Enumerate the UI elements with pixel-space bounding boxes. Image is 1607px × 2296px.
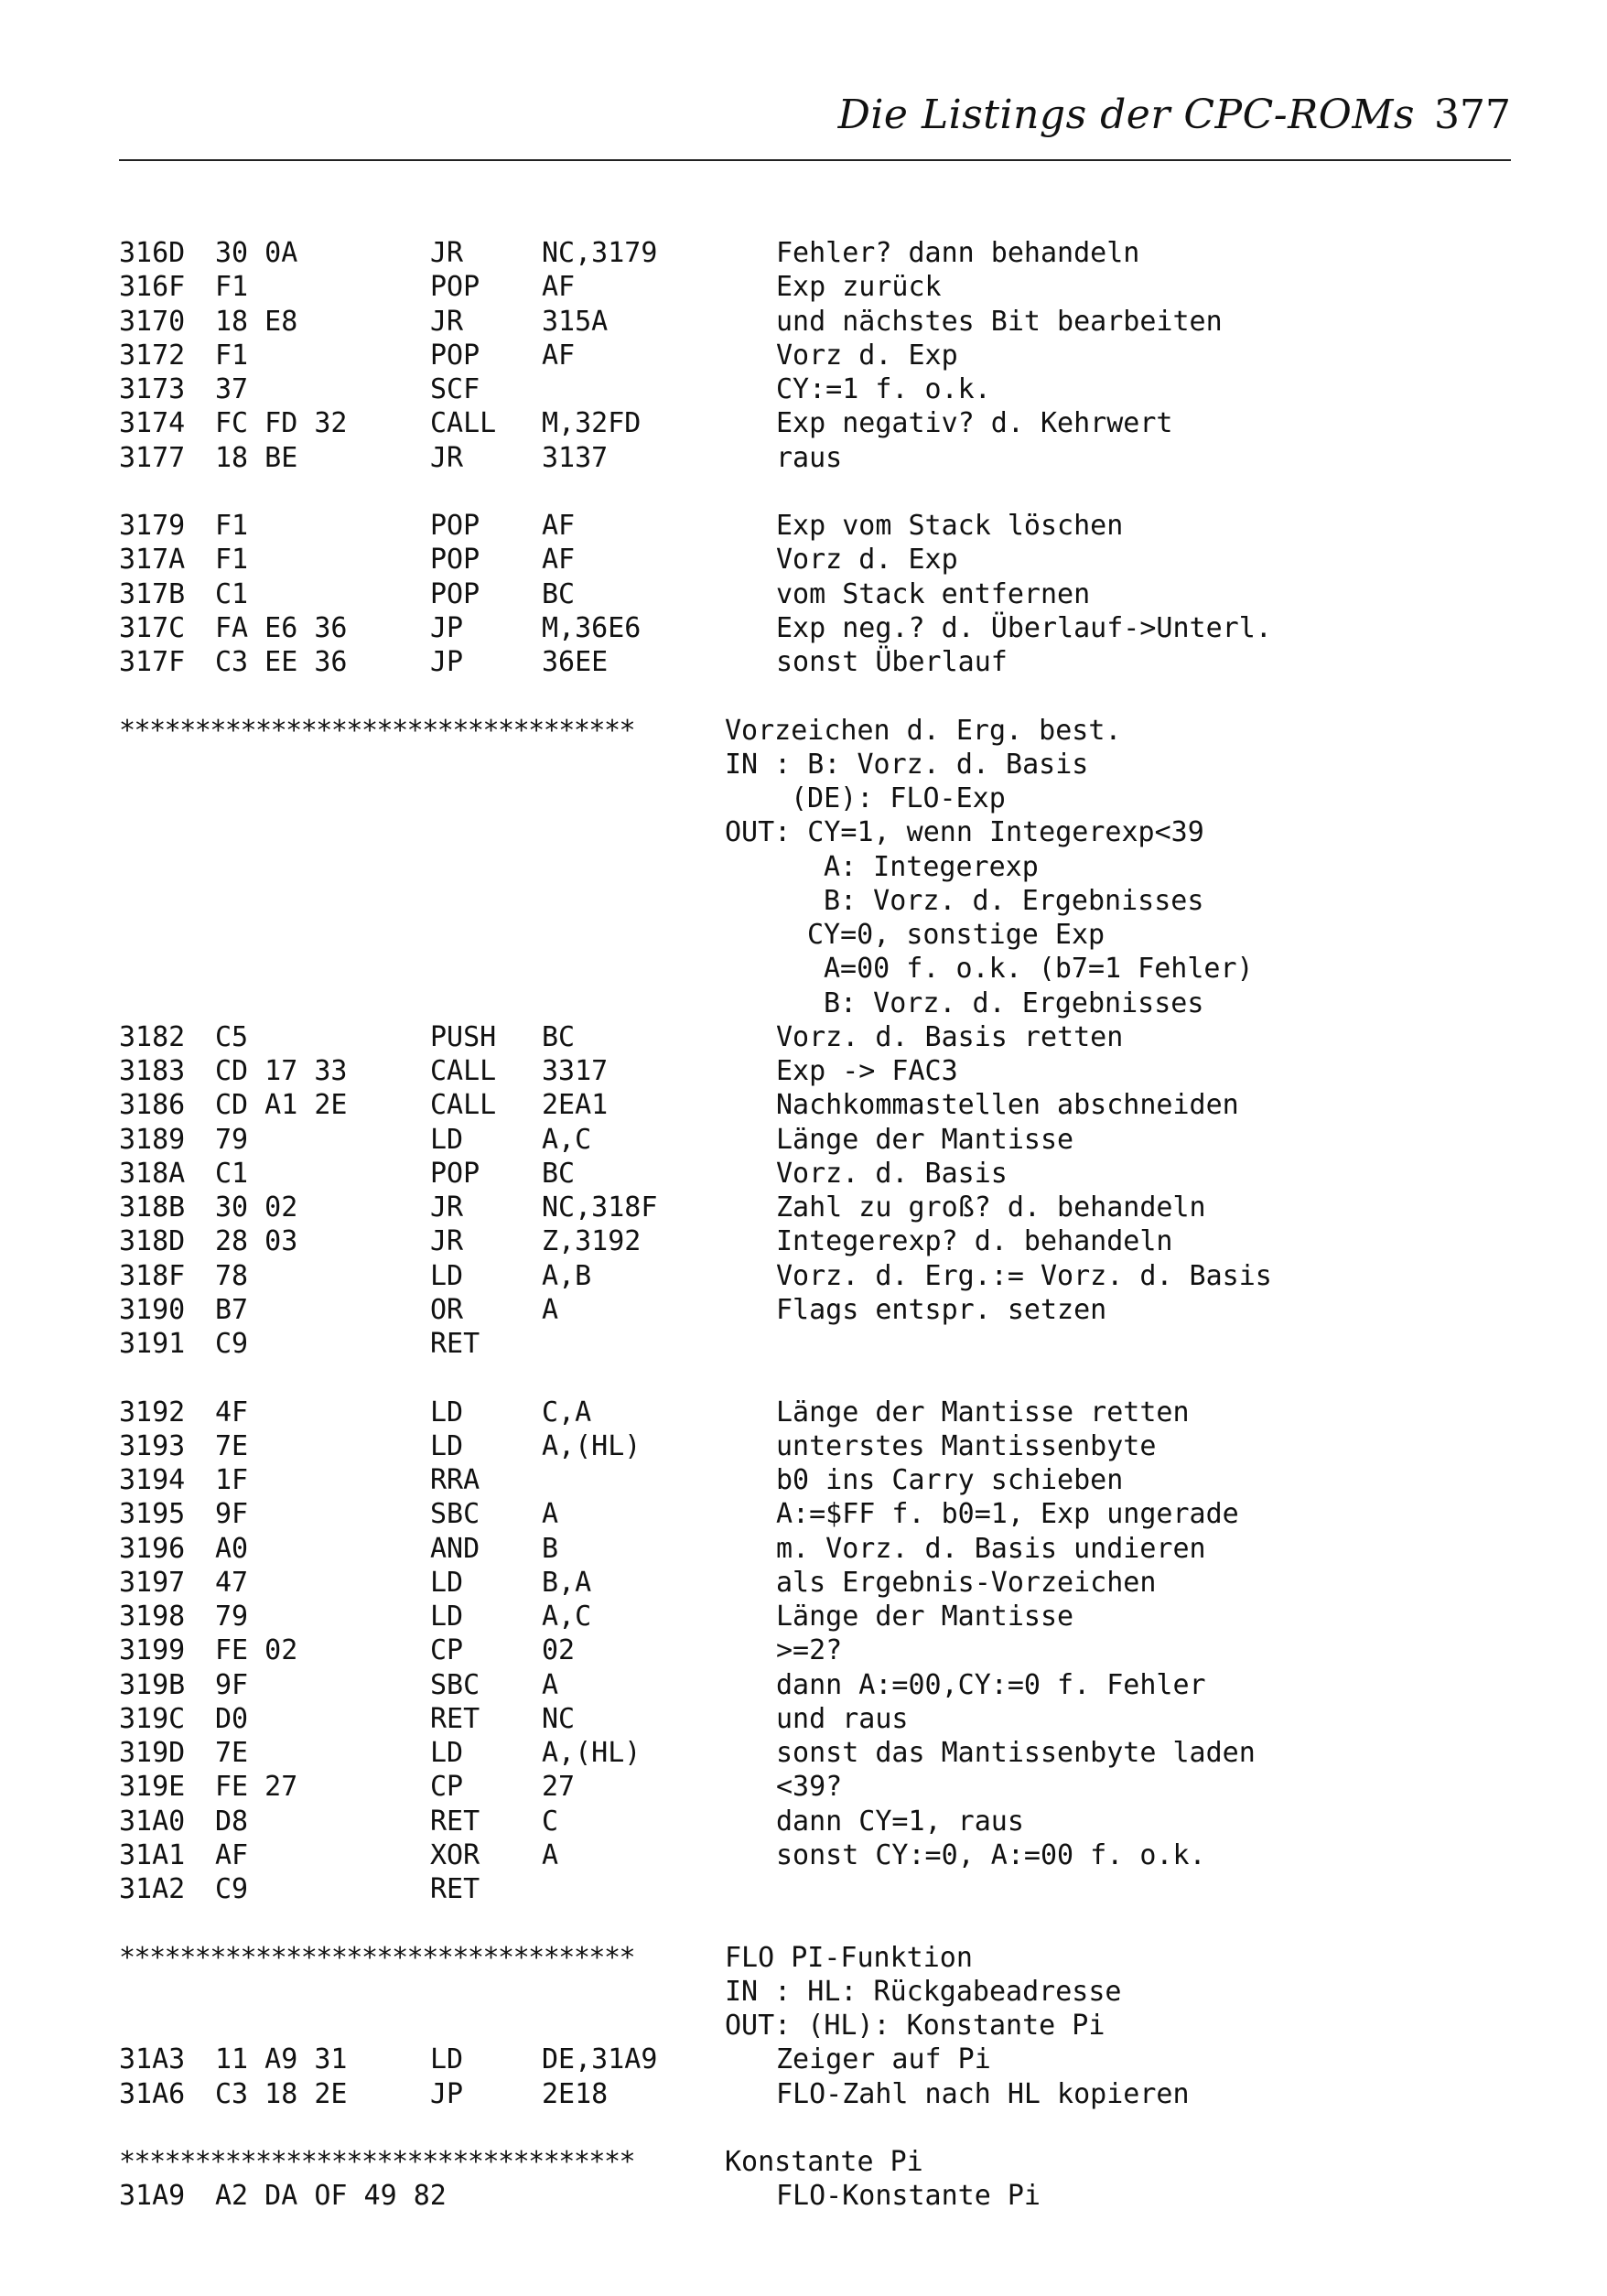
address: 31A0 xyxy=(119,1805,186,1838)
address: 3194 xyxy=(119,1464,186,1496)
comment: Fehler? dann behandeln xyxy=(776,237,1140,269)
operand: C xyxy=(542,1805,559,1838)
operand: A xyxy=(542,1293,559,1326)
address: 31A9 xyxy=(119,2180,186,2213)
operand: A xyxy=(542,1668,559,1701)
comment: Exp neg.? d. Überlauf->Unterl. xyxy=(776,611,1272,644)
opcode-bytes: 79 xyxy=(215,1123,249,1156)
code-line xyxy=(119,1429,1511,1463)
comment: Zahl zu groß? d. behandeln xyxy=(776,1191,1206,1223)
opcode-bytes: C1 xyxy=(215,577,249,610)
code-line xyxy=(119,406,1511,440)
code-line xyxy=(119,1463,1511,1497)
opcode-bytes: 78 xyxy=(215,1259,249,1292)
mnemonic: AND xyxy=(430,1532,480,1565)
mnemonic: PUSH xyxy=(430,1020,497,1053)
code-line xyxy=(119,339,1511,372)
address: 318F xyxy=(119,1259,186,1292)
section-note xyxy=(119,986,1511,1020)
opcode-bytes: FA E6 36 xyxy=(215,611,348,644)
address: 3195 xyxy=(119,1498,186,1531)
opcode-bytes: F1 xyxy=(215,339,249,372)
operand: AF xyxy=(542,271,576,304)
opcode-bytes: D0 xyxy=(215,1702,249,1735)
comment: dann CY=1, raus xyxy=(776,1805,1024,1838)
address: 3170 xyxy=(119,305,186,338)
code-line xyxy=(119,1838,1511,1872)
operand: AF xyxy=(542,510,576,542)
operand: C,A xyxy=(542,1396,592,1428)
operand: A,C xyxy=(542,1601,592,1633)
note-text: CY=0, sonstige Exp xyxy=(807,919,1105,951)
assembly-listing xyxy=(119,236,1511,2214)
code-line xyxy=(119,1497,1511,1531)
operand: 02 xyxy=(542,1634,576,1667)
opcode-bytes: 47 xyxy=(215,1566,249,1599)
note-text: OUT: CY=1, wenn Integerexp<39 xyxy=(725,816,1204,849)
operand: A,(HL) xyxy=(542,1737,642,1769)
operand: DE,31A9 xyxy=(542,2043,658,2076)
code-line xyxy=(119,1088,1511,1122)
code-line xyxy=(119,1872,1511,1906)
opcode-bytes: F1 xyxy=(215,510,249,542)
blank-line xyxy=(119,2111,1511,2145)
address: 31A6 xyxy=(119,2077,186,2110)
comment: b0 ins Carry schieben xyxy=(776,1464,1124,1496)
section-heading: Vorzeichen d. Erg. best. xyxy=(725,714,1122,747)
opcode-bytes: 9F xyxy=(215,1498,249,1531)
opcode-bytes: C1 xyxy=(215,1157,249,1190)
code-line xyxy=(119,1532,1511,1566)
mnemonic: CALL xyxy=(430,1089,497,1122)
section-note xyxy=(119,782,1511,815)
address: 3179 xyxy=(119,510,186,542)
mnemonic: JP xyxy=(430,611,464,644)
operand: A,B xyxy=(542,1259,592,1292)
comment: unterstes Mantissenbyte xyxy=(776,1429,1157,1462)
comment: Integerexp? d. behandeln xyxy=(776,1225,1173,1258)
opcode-bytes: 11 A9 31 xyxy=(215,2043,348,2076)
opcode-bytes: 18 E8 xyxy=(215,305,298,338)
opcode-bytes: 37 xyxy=(215,373,249,405)
address: 3174 xyxy=(119,407,186,440)
mnemonic: LD xyxy=(430,1123,464,1156)
mnemonic: CP xyxy=(430,1634,464,1667)
opcode-bytes: 7E xyxy=(215,1429,249,1462)
note-text: IN : B: Vorz. d. Basis xyxy=(725,748,1089,781)
star-separator: ********************************** xyxy=(119,1941,635,1974)
mnemonic: JP xyxy=(430,646,464,678)
operand: 36EE xyxy=(542,646,609,678)
address: 3199 xyxy=(119,1634,186,1667)
comment: als Ergebnis-Vorzeichen xyxy=(776,1566,1157,1599)
opcode-bytes: 9F xyxy=(215,1668,249,1701)
address: 3193 xyxy=(119,1429,186,1462)
section-note xyxy=(119,952,1511,986)
operand: A xyxy=(542,1498,559,1531)
mnemonic: OR xyxy=(430,1293,464,1326)
mnemonic: LD xyxy=(430,1259,464,1292)
opcode-bytes: A0 xyxy=(215,1532,249,1565)
code-line xyxy=(119,441,1511,475)
address: 317A xyxy=(119,544,186,577)
opcode-bytes: C9 xyxy=(215,1328,249,1360)
code-line xyxy=(119,1327,1511,1361)
opcode-bytes: 30 02 xyxy=(215,1191,298,1223)
header-rule xyxy=(119,159,1511,161)
operand: B,A xyxy=(542,1566,592,1599)
mnemonic: RET xyxy=(430,1702,480,1735)
operand: A xyxy=(542,1838,559,1871)
operand: BC xyxy=(542,1020,576,1053)
code-line xyxy=(119,577,1511,611)
opcode-bytes: F1 xyxy=(215,271,249,304)
operand: M,36E6 xyxy=(542,611,642,644)
address: 3190 xyxy=(119,1293,186,1326)
address: 3172 xyxy=(119,339,186,372)
opcode-bytes: CD 17 33 xyxy=(215,1055,348,1087)
mnemonic: LD xyxy=(430,1737,464,1769)
comment: Exp negativ? d. Kehrwert xyxy=(776,407,1173,440)
code-line xyxy=(119,1770,1511,1804)
opcode-bytes: 18 BE xyxy=(215,441,298,474)
operand: 3317 xyxy=(542,1055,609,1087)
operand: A,(HL) xyxy=(542,1429,642,1462)
opcode-bytes: A2 DA OF 49 82 xyxy=(215,2180,447,2213)
operand: M,32FD xyxy=(542,407,642,440)
address: 3173 xyxy=(119,373,186,405)
comment: FLO-Zahl nach HL kopieren xyxy=(776,2077,1190,2110)
note-text: (DE): FLO-Exp xyxy=(791,782,1006,814)
section-note xyxy=(119,918,1511,952)
operand: A,C xyxy=(542,1123,592,1156)
opcode-bytes: FE 02 xyxy=(215,1634,298,1667)
address: 3189 xyxy=(119,1123,186,1156)
code-line xyxy=(119,509,1511,543)
comment: und nächstes Bit bearbeiten xyxy=(776,305,1223,338)
opcode-bytes: 79 xyxy=(215,1601,249,1633)
code-line xyxy=(119,270,1511,304)
address: 3192 xyxy=(119,1396,186,1428)
address: 316D xyxy=(119,237,186,269)
code-line xyxy=(119,1600,1511,1633)
section-note xyxy=(119,815,1511,849)
mnemonic: POP xyxy=(430,577,480,610)
comment: Flags entspr. setzen xyxy=(776,1293,1107,1326)
mnemonic: RET xyxy=(430,1873,480,1905)
code-line xyxy=(119,1396,1511,1429)
address: 3196 xyxy=(119,1532,186,1565)
mnemonic: JR xyxy=(430,237,464,269)
address: 31A1 xyxy=(119,1838,186,1871)
note-text: B: Vorz. d. Ergebnisses xyxy=(824,884,1204,917)
address: 317C xyxy=(119,611,186,644)
comment: vom Stack entfernen xyxy=(776,577,1091,610)
address: 319C xyxy=(119,1702,186,1735)
code-line xyxy=(119,1123,1511,1157)
operand: 27 xyxy=(542,1771,576,1804)
opcode-bytes: C9 xyxy=(215,1873,249,1905)
opcode-bytes: 28 03 xyxy=(215,1225,298,1258)
address: 3177 xyxy=(119,441,186,474)
comment: m. Vorz. d. Basis undieren xyxy=(776,1532,1206,1565)
mnemonic: XOR xyxy=(430,1838,480,1871)
mnemonic: JR xyxy=(430,1225,464,1258)
address: 31A2 xyxy=(119,1873,186,1905)
mnemonic: POP xyxy=(430,544,480,577)
opcode-bytes: D8 xyxy=(215,1805,249,1838)
section-note xyxy=(119,1975,1511,2009)
mnemonic: LD xyxy=(430,1429,464,1462)
note-text: B: Vorz. d. Ergebnisses xyxy=(824,986,1204,1019)
blank-line xyxy=(119,1361,1511,1395)
mnemonic: RET xyxy=(430,1328,480,1360)
star-separator: ********************************** xyxy=(119,714,635,747)
mnemonic: RRA xyxy=(430,1464,480,1496)
comment: Vorz. d. Basis xyxy=(776,1157,1008,1190)
mnemonic: LD xyxy=(430,2043,464,2076)
mnemonic: SCF xyxy=(430,373,480,405)
mnemonic: LD xyxy=(430,1566,464,1599)
code-line xyxy=(119,372,1511,406)
operand: Z,3192 xyxy=(542,1225,642,1258)
code-line xyxy=(119,2043,1511,2076)
header-title: Die Listings der CPC-ROMs xyxy=(837,92,1415,138)
comment: Zeiger auf Pi xyxy=(776,2043,991,2076)
code-line xyxy=(119,2077,1511,2111)
operand: NC xyxy=(542,1702,576,1735)
operand: BC xyxy=(542,577,576,610)
opcode-bytes: F1 xyxy=(215,544,249,577)
note-text: A: Integerexp xyxy=(824,850,1039,883)
mnemonic: CALL xyxy=(430,1055,497,1087)
section-note xyxy=(119,2009,1511,2043)
comment: Vorz d. Exp xyxy=(776,339,958,372)
opcode-bytes: AF xyxy=(215,1838,249,1871)
comment: Länge der Mantisse retten xyxy=(776,1396,1190,1428)
code-line xyxy=(119,645,1511,679)
opcode-bytes: 1F xyxy=(215,1464,249,1496)
code-line xyxy=(119,305,1511,339)
mnemonic: RET xyxy=(430,1805,480,1838)
opcode-bytes: FE 27 xyxy=(215,1771,298,1804)
opcode-bytes: 7E xyxy=(215,1737,249,1769)
blank-line xyxy=(119,1906,1511,1940)
code-line xyxy=(119,1259,1511,1293)
comment: sonst Überlauf xyxy=(776,646,1008,678)
mnemonic: JR xyxy=(430,441,464,474)
comment: dann A:=00,CY:=0 f. Fehler xyxy=(776,1668,1206,1701)
address: 3183 xyxy=(119,1055,186,1087)
address: 3197 xyxy=(119,1566,186,1599)
address: 319D xyxy=(119,1737,186,1769)
code-line xyxy=(119,1157,1511,1191)
address: 3191 xyxy=(119,1328,186,1360)
address: 318B xyxy=(119,1191,186,1223)
comment: und raus xyxy=(776,1702,909,1735)
code-line xyxy=(119,543,1511,577)
comment: <39? xyxy=(776,1771,843,1804)
opcode-bytes: B7 xyxy=(215,1293,249,1326)
code-line xyxy=(119,1293,1511,1327)
address: 318A xyxy=(119,1157,186,1190)
opcode-bytes: 4F xyxy=(215,1396,249,1428)
blank-line xyxy=(119,679,1511,713)
star-separator: ********************************** xyxy=(119,2146,635,2178)
comment: raus xyxy=(776,441,843,474)
mnemonic: POP xyxy=(430,339,480,372)
note-text: OUT: (HL): Konstante Pi xyxy=(725,2010,1105,2042)
section-separator xyxy=(119,714,1511,748)
operand: NC,3179 xyxy=(542,237,658,269)
section-heading: FLO PI-Funktion xyxy=(725,1941,973,1974)
code-line xyxy=(119,1668,1511,1702)
code-line xyxy=(119,1191,1511,1224)
opcode-bytes: FC FD 32 xyxy=(215,407,348,440)
section-separator xyxy=(119,1941,1511,1975)
note-text: A=00 f. o.k. (b7=1 Fehler) xyxy=(824,953,1254,986)
address: 3186 xyxy=(119,1089,186,1122)
blank-line xyxy=(119,475,1511,509)
code-line xyxy=(119,2179,1511,2213)
comment: Länge der Mantisse xyxy=(776,1601,1074,1633)
code-line xyxy=(119,236,1511,270)
comment: Vorz. d. Basis retten xyxy=(776,1020,1124,1053)
mnemonic: POP xyxy=(430,271,480,304)
mnemonic: POP xyxy=(430,510,480,542)
mnemonic: CP xyxy=(430,1771,464,1804)
address: 319E xyxy=(119,1771,186,1804)
code-line xyxy=(119,1805,1511,1838)
section-heading: Konstante Pi xyxy=(725,2146,923,2178)
operand: AF xyxy=(542,544,576,577)
comment: FLO-Konstante Pi xyxy=(776,2180,1041,2213)
operand: BC xyxy=(542,1157,576,1190)
comment: Exp zurück xyxy=(776,271,942,304)
address: 318D xyxy=(119,1225,186,1258)
operand: NC,318F xyxy=(542,1191,658,1223)
section-note xyxy=(119,748,1511,782)
code-line xyxy=(119,1633,1511,1667)
operand: 3137 xyxy=(542,441,609,474)
opcode-bytes: C3 EE 36 xyxy=(215,646,348,678)
code-line xyxy=(119,1702,1511,1736)
comment: sonst das Mantissenbyte laden xyxy=(776,1737,1256,1769)
opcode-bytes: CD A1 2E xyxy=(215,1089,348,1122)
mnemonic: JP xyxy=(430,2077,464,2110)
running-header xyxy=(119,92,1511,146)
comment: Vorz d. Exp xyxy=(776,544,958,577)
address: 3198 xyxy=(119,1601,186,1633)
address: 317B xyxy=(119,577,186,610)
section-separator xyxy=(119,2145,1511,2179)
opcode-bytes: C3 18 2E xyxy=(215,2077,348,2110)
section-note xyxy=(119,850,1511,884)
section-note xyxy=(119,884,1511,918)
mnemonic: SBC xyxy=(430,1668,480,1701)
comment: sonst CY:=0, A:=00 f. o.k. xyxy=(776,1838,1206,1871)
code-line xyxy=(119,1736,1511,1770)
code-line xyxy=(119,1224,1511,1258)
code-line xyxy=(119,1566,1511,1600)
opcode-bytes: 30 0A xyxy=(215,237,298,269)
operand: 2E18 xyxy=(542,2077,609,2110)
operand: AF xyxy=(542,339,576,372)
address: 3182 xyxy=(119,1020,186,1053)
mnemonic: LD xyxy=(430,1396,464,1428)
comment: Exp -> FAC3 xyxy=(776,1055,958,1087)
page-number: 377 xyxy=(1434,92,1511,138)
mnemonic: CALL xyxy=(430,407,497,440)
mnemonic: LD xyxy=(430,1601,464,1633)
mnemonic: POP xyxy=(430,1157,480,1190)
operand: 2EA1 xyxy=(542,1089,609,1122)
address: 317F xyxy=(119,646,186,678)
comment: Nachkommastellen abschneiden xyxy=(776,1089,1239,1122)
comment: Länge der Mantisse xyxy=(776,1123,1074,1156)
operand: 315A xyxy=(542,305,609,338)
mnemonic: JR xyxy=(430,1191,464,1223)
opcode-bytes: C5 xyxy=(215,1020,249,1053)
mnemonic: SBC xyxy=(430,1498,480,1531)
comment: Exp vom Stack löschen xyxy=(776,510,1124,542)
comment: CY:=1 f. o.k. xyxy=(776,373,991,405)
note-text: IN : HL: Rückgabeadresse xyxy=(725,1975,1122,2008)
comment: >=2? xyxy=(776,1634,843,1667)
code-line xyxy=(119,1054,1511,1088)
mnemonic: JR xyxy=(430,305,464,338)
address: 319B xyxy=(119,1668,186,1701)
code-line xyxy=(119,1020,1511,1054)
comment: Vorz. d. Erg.:= Vorz. d. Basis xyxy=(776,1259,1272,1292)
address: 316F xyxy=(119,271,186,304)
comment: A:=$FF f. b0=1, Exp ungerade xyxy=(776,1498,1239,1531)
operand: B xyxy=(542,1532,559,1565)
address: 31A3 xyxy=(119,2043,186,2076)
code-line xyxy=(119,611,1511,645)
